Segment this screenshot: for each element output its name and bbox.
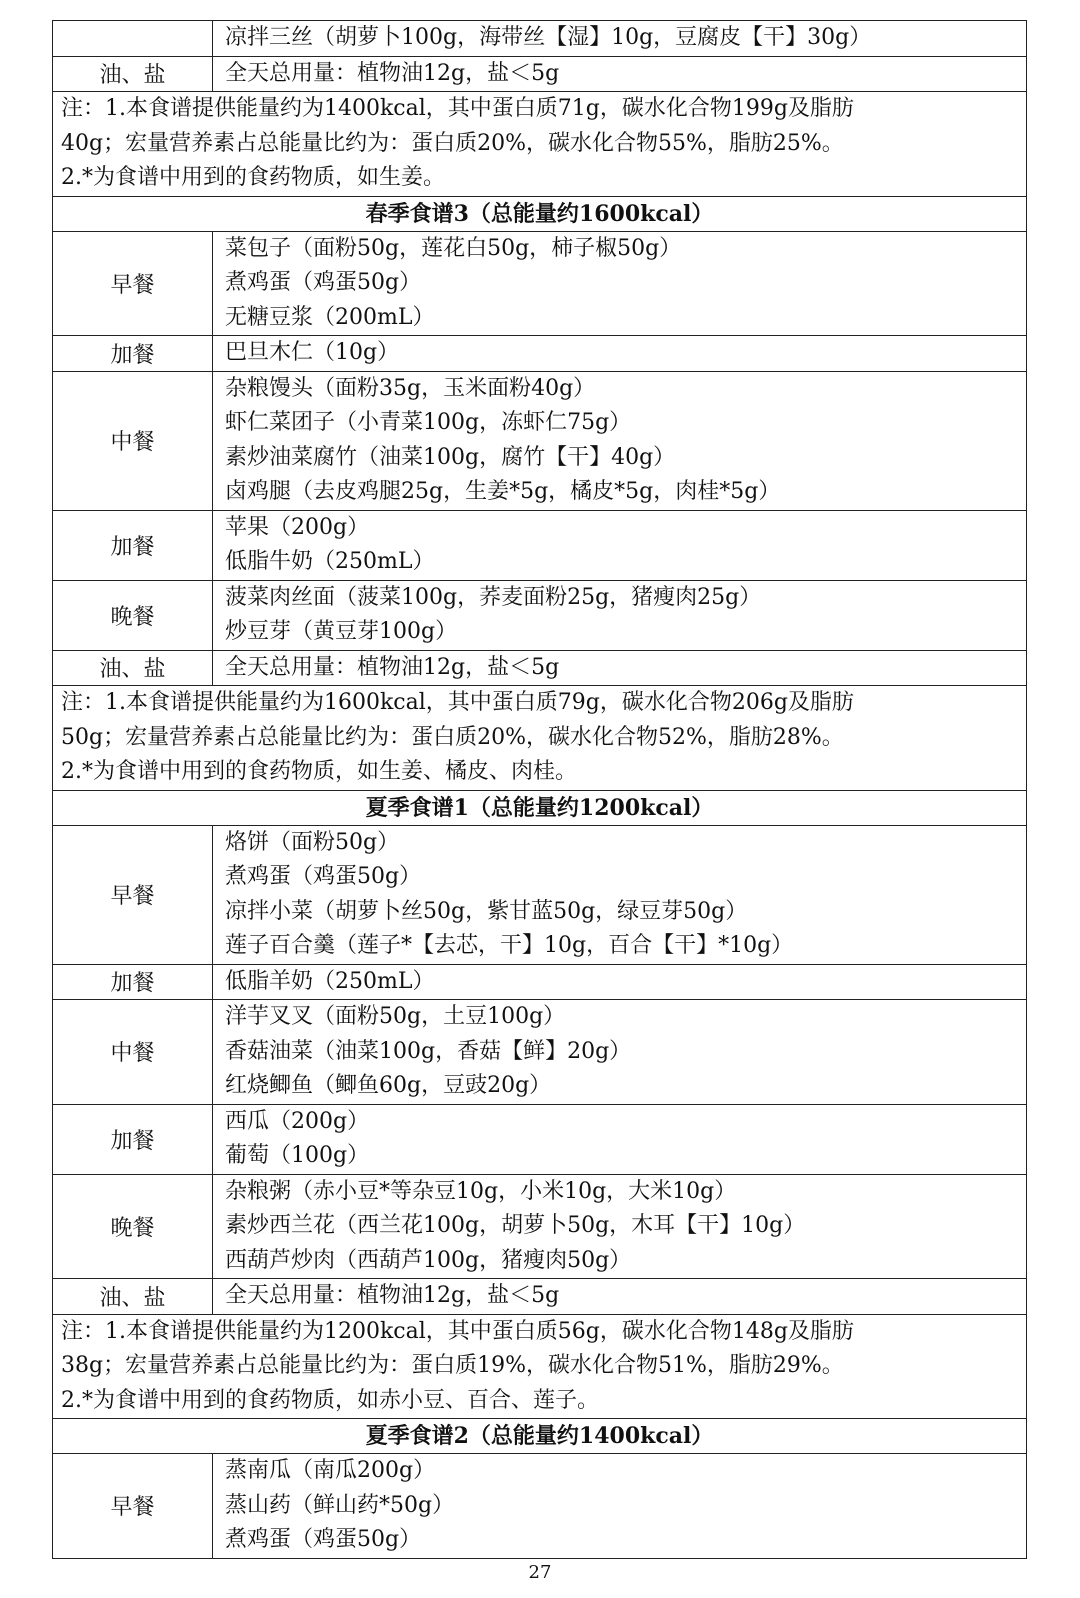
meal-items — [213, 1279, 1027, 1315]
meal-items — [213, 510, 1027, 580]
food-item: 菜包子（面粉50g，莲花白50g，柿子椒50g） — [225, 235, 682, 261]
recipe-title: 夏季食谱2（总能量约1400kcal） — [53, 1419, 1027, 1454]
food-item: 煮鸡蛋（鸡蛋50g） — [225, 1527, 422, 1552]
meal-items — [213, 580, 1027, 650]
note-line: 2.*为食谱中用到的食药物质，如生姜。 — [61, 165, 445, 190]
recipe-title-row — [53, 790, 1027, 825]
food-item: 杂粮粥（赤小豆*等杂豆10g，小米10g，大米10g） — [225, 1178, 737, 1204]
meal-row — [53, 825, 1027, 964]
note-line: 2.*为食谱中用到的食药物质，如赤小豆、百合、莲子。 — [61, 1387, 599, 1413]
food-item: 低脂牛奶（250mL） — [225, 549, 435, 574]
note-line: 注：1.本食谱提供能量约为1600kcal，其中蛋白质79g，碳水化合物206g及脂肪 — [61, 690, 854, 715]
meal-row — [53, 964, 1027, 1000]
recipe-title-row — [53, 1419, 1027, 1454]
recipe-title: 夏季食谱1（总能量约1200kcal） — [53, 790, 1027, 825]
recipe-title: 春季食谱3（总能量约1600kcal） — [53, 196, 1027, 231]
meal-row — [53, 1000, 1027, 1105]
meal-label: 油、盐 — [53, 1279, 213, 1315]
meal-label: 早餐 — [53, 1454, 213, 1559]
food-item: 低脂羊奶（250mL） — [225, 968, 435, 994]
meal-row — [53, 650, 1027, 686]
note-line: 50g；宏量营养素占总能量比约为：蛋白质20%，碳水化合物52%，脂肪28%。 — [61, 724, 844, 750]
meal-row — [53, 21, 1027, 57]
meal-items — [213, 231, 1027, 336]
meal-label: 加餐 — [53, 336, 213, 372]
meal-row — [53, 231, 1027, 336]
note-line: 注：1.本食谱提供能量约为1400kcal，其中蛋白质71g，碳水化合物199g及脂肪 — [61, 96, 854, 121]
recipe-title-row — [53, 196, 1027, 231]
meal-label: 早餐 — [53, 231, 213, 336]
meal-row — [53, 1279, 1027, 1315]
food-item: 菠菜肉丝面（菠菜100g，荞麦面粉25g，猪瘦肉25g） — [225, 584, 762, 610]
food-item: 洋芋叉叉（面粉50g，土豆100g） — [225, 1004, 566, 1029]
food-item: 西葫芦炒肉（西葫芦100g，猪瘦肉50g） — [225, 1247, 632, 1273]
food-item: 红烧鲫鱼（鲫鱼60g，豆豉20g） — [225, 1073, 552, 1098]
food-item: 蒸南瓜（南瓜200g） — [225, 1458, 436, 1483]
meal-label — [53, 21, 213, 57]
recipe-table — [52, 20, 1027, 1559]
meal-items — [213, 336, 1027, 372]
food-item: 无糖豆浆（200mL） — [225, 304, 435, 330]
page-number: 27 — [528, 1562, 552, 1583]
food-item: 苹果（200g） — [225, 514, 370, 540]
food-item: 蒸山药（鲜山药*50g） — [225, 1492, 455, 1518]
food-item: 烙饼（面粉50g） — [225, 829, 400, 855]
food-item: 全天总用量：植物油12g，盐＜5g — [225, 1283, 560, 1308]
note-line: 40g；宏量营养素占总能量比约为：蛋白质20%，碳水化合物55%，脂肪25%。 — [61, 130, 844, 156]
meal-items — [213, 1104, 1027, 1174]
meal-items — [213, 1000, 1027, 1105]
recipe-table-body — [53, 21, 1027, 1559]
note-line: 注：1.本食谱提供能量约为1200kcal，其中蛋白质56g，碳水化合物148g及脂肪 — [61, 1318, 854, 1344]
meal-items — [213, 964, 1027, 1000]
meal-row — [53, 56, 1027, 92]
food-item: 全天总用量：植物油12g，盐＜5g — [225, 60, 560, 86]
meal-row — [53, 1454, 1027, 1559]
note-cell — [53, 92, 1027, 197]
meal-row — [53, 336, 1027, 372]
meal-label: 晚餐 — [53, 1174, 213, 1279]
note-line: 2.*为食谱中用到的食药物质，如生姜、橘皮、肉桂。 — [61, 759, 577, 784]
meal-items — [213, 825, 1027, 964]
meal-items — [213, 21, 1027, 57]
meal-label: 早餐 — [53, 825, 213, 964]
food-item: 全天总用量：植物油12g，盐＜5g — [225, 654, 560, 680]
food-item: 葡萄（100g） — [225, 1143, 370, 1168]
meal-items — [213, 56, 1027, 92]
food-item: 莲子百合羹（莲子*【去芯，干】10g，百合【干】*10g） — [225, 933, 794, 958]
meal-label: 加餐 — [53, 1104, 213, 1174]
meal-row — [53, 371, 1027, 510]
food-item: 香菇油菜（油菜100g，香菇【鲜】20g） — [225, 1038, 632, 1064]
note-line: 38g；宏量营养素占总能量比约为：蛋白质19%，碳水化合物51%，脂肪29%。 — [61, 1353, 844, 1378]
meal-label: 中餐 — [53, 1000, 213, 1105]
food-item: 杂粮馒头（面粉35g，玉米面粉40g） — [225, 375, 596, 401]
meal-items — [213, 650, 1027, 686]
food-item: 煮鸡蛋（鸡蛋50g） — [225, 270, 422, 295]
note-cell — [53, 686, 1027, 791]
meal-label: 油、盐 — [53, 650, 213, 686]
food-item: 西瓜（200g） — [225, 1108, 370, 1134]
note-row — [53, 92, 1027, 197]
meal-label: 晚餐 — [53, 580, 213, 650]
food-item: 素炒油菜腐竹（油菜100g，腐竹【干】40g） — [225, 444, 676, 470]
meal-row — [53, 1104, 1027, 1174]
meal-label: 中餐 — [53, 371, 213, 510]
food-item: 巴旦木仁（10g） — [225, 340, 400, 365]
food-item: 煮鸡蛋（鸡蛋50g） — [225, 864, 422, 889]
meal-items — [213, 371, 1027, 510]
meal-label: 加餐 — [53, 964, 213, 1000]
food-item: 炒豆芽（黄豆芽100g） — [225, 619, 458, 644]
note-row — [53, 1314, 1027, 1419]
food-item: 素炒西兰花（西兰花100g，胡萝卜50g，木耳【干】10g） — [225, 1213, 806, 1238]
meal-row — [53, 1174, 1027, 1279]
meal-items — [213, 1174, 1027, 1279]
note-cell — [53, 1314, 1027, 1419]
food-item: 凉拌三丝（胡萝卜100g，海带丝【湿】10g，豆腐皮【干】30g） — [225, 25, 872, 50]
meal-label: 油、盐 — [53, 56, 213, 92]
meal-row — [53, 580, 1027, 650]
food-item: 虾仁菜团子（小青菜100g，冻虾仁75g） — [225, 410, 632, 435]
note-row — [53, 686, 1027, 791]
meal-row — [53, 510, 1027, 580]
food-item: 凉拌小菜（胡萝卜丝50g，紫甘蓝50g，绿豆芽50g） — [225, 898, 748, 924]
meal-items — [213, 1454, 1027, 1559]
meal-label: 加餐 — [53, 510, 213, 580]
food-item: 卤鸡腿（去皮鸡腿25g，生姜*5g，橘皮*5g，肉桂*5g） — [225, 479, 781, 504]
